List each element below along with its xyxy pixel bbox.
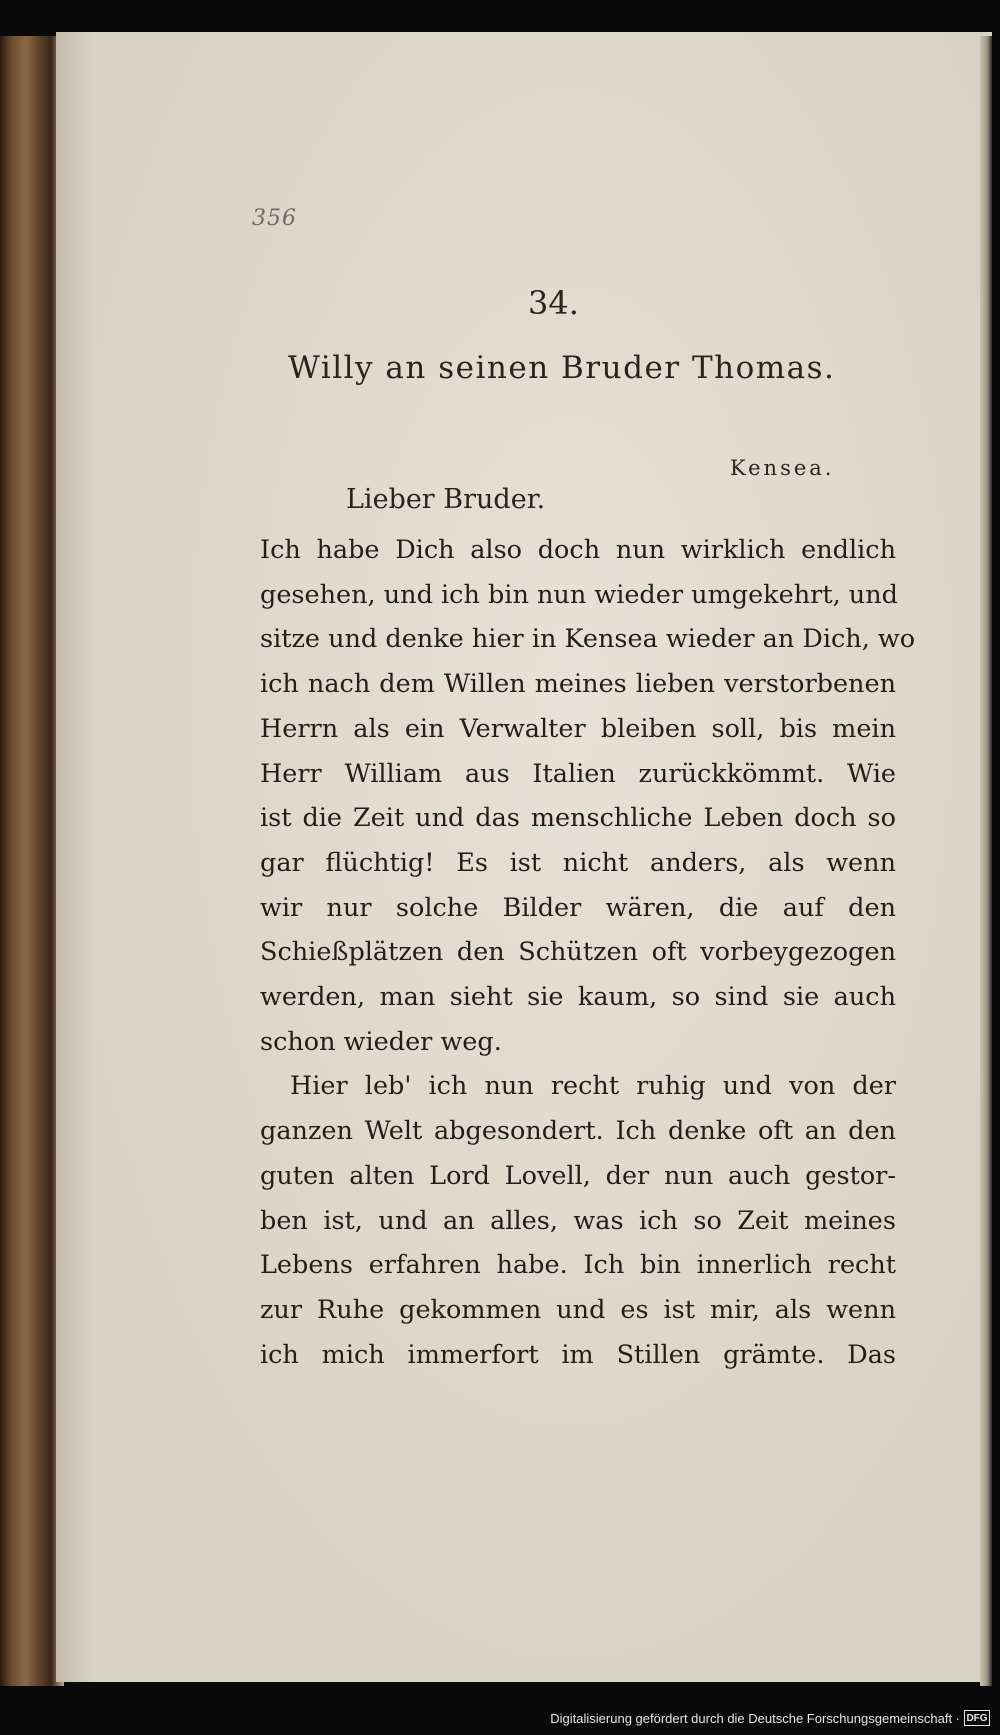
letter-place: Kensea.	[730, 456, 835, 480]
text-line: schon wieder weg.	[260, 1026, 502, 1057]
page-edge	[980, 36, 992, 1686]
text-line: ganzen Welt abgesondert. Ich denke oft an den	[260, 1116, 896, 1147]
text-line: zur Ruhe gekommen und es ist mir, als wenn	[260, 1294, 896, 1325]
text-line: ich nach dem Willen meines lieben verstorbenen	[260, 669, 896, 700]
text-line: wir nur solche Bilder wären, die auf den	[260, 892, 896, 923]
text-line: gar flüchtig! Es ist nicht anders, als wenn	[260, 847, 896, 878]
pencil-page-number: 356	[252, 206, 297, 231]
book-spine	[0, 36, 64, 1686]
text-line: Herr William aus Italien zurückkömmt. Wie	[260, 758, 896, 789]
text-line: ich mich immerfort im Stillen grämte. Das	[260, 1339, 896, 1370]
text-line: Hier leb' ich nun recht ruhig und von der	[290, 1071, 896, 1102]
text-line: guten alten Lord Lovell, der nun auch gestor-	[260, 1160, 896, 1191]
letter-title: Willy an seinen Bruder Thomas.	[288, 350, 836, 386]
text-line: gesehen, und ich bin nun wieder umgekehrt, und	[260, 579, 898, 610]
text-line: Lebens erfahren habe. Ich bin innerlich recht	[260, 1250, 896, 1281]
letter-number: 34.	[528, 284, 579, 322]
text-line: sitze und denke hier in Kensea wieder an Dich, wo	[260, 624, 916, 655]
salutation: Lieber Bruder.	[346, 484, 546, 515]
funding-credit: Digitalisierung gefördert durch die Deutsche Forschungsgemeinschaft ·	[550, 1711, 960, 1726]
text-line: Herrn als ein Verwalter bleiben soll, bis mein	[260, 713, 896, 744]
text-line: werden, man sieht sie kaum, so sind sie auch	[260, 982, 896, 1013]
dfg-logo: DFG	[964, 1710, 990, 1726]
text-line: Ich habe Dich also doch nun wirklich endlich	[260, 535, 896, 565]
text-line: ben ist, und an alles, was ich so Zeit meines	[260, 1205, 896, 1236]
text-line: Schießplätzen den Schützen oft vorbeygezogen	[260, 937, 896, 968]
text-line: ist die Zeit und das menschliche Leben doch so	[260, 803, 896, 834]
letter-body	[260, 528, 916, 1377]
